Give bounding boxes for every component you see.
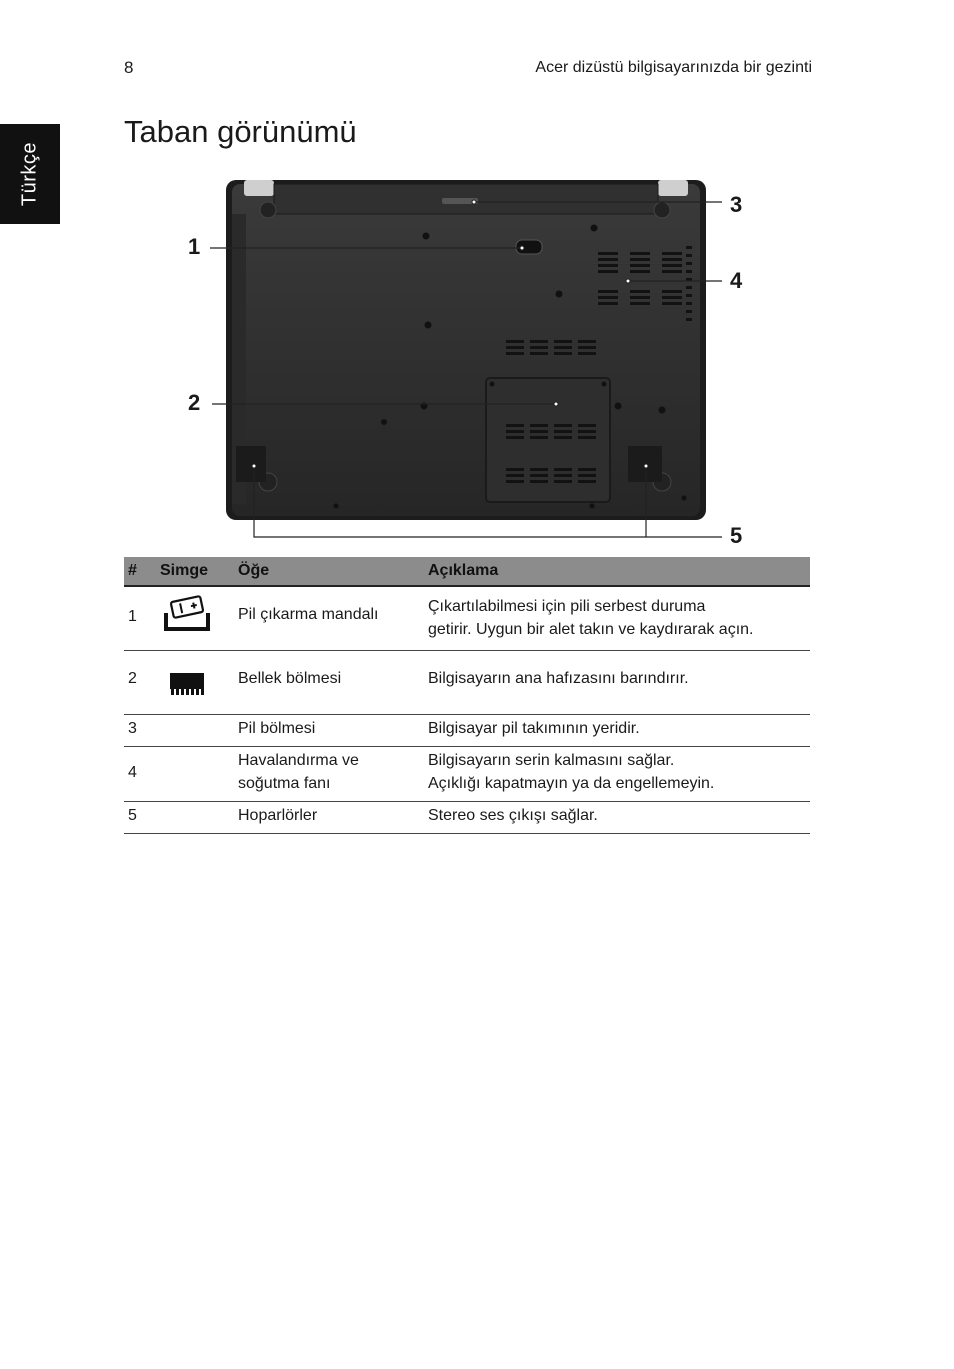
description-line: Stereo ses çıkışı sağlar. bbox=[428, 806, 598, 824]
table-row bbox=[124, 801, 810, 833]
callout-4: 4 bbox=[730, 268, 743, 293]
row-item bbox=[234, 746, 424, 801]
col-header-item: Öğe bbox=[234, 557, 424, 586]
left-speaker-grille bbox=[236, 446, 266, 482]
laptop-bottom-view-figure bbox=[124, 170, 810, 555]
col-header-icon: Simge bbox=[156, 557, 234, 586]
running-header: Acer dizüstü bilgisayarınızda bir gezinti bbox=[535, 59, 812, 76]
row-description bbox=[424, 714, 810, 746]
callout-5: 5 bbox=[730, 523, 743, 548]
table-header-row bbox=[124, 557, 810, 586]
row-number: 3 bbox=[124, 714, 156, 746]
callout-2: 2 bbox=[188, 390, 201, 415]
item-line: Havalandırma ve bbox=[238, 751, 359, 769]
description-line: getirir. Uygun bir alet takın ve kaydırarak açın. bbox=[428, 621, 754, 638]
page-title: Taban görünümü bbox=[124, 114, 357, 149]
row-icon bbox=[156, 714, 234, 746]
row-description bbox=[424, 586, 810, 650]
row-icon bbox=[156, 801, 234, 833]
row-description bbox=[424, 650, 810, 714]
row-item: Pil bölmesi bbox=[234, 714, 424, 746]
component-table bbox=[124, 557, 810, 834]
memory-module-icon bbox=[160, 684, 214, 701]
table-row bbox=[124, 650, 810, 714]
table-row bbox=[124, 746, 810, 801]
description-line: Bilgisayarın serin kalmasını sağlar. bbox=[428, 751, 675, 769]
table-row bbox=[124, 586, 810, 650]
laptop-bottom-illustration bbox=[124, 170, 810, 555]
row-description bbox=[424, 746, 810, 801]
description-line: Açıklığı kapatmayın ya da engellemeyin. bbox=[428, 774, 715, 792]
row-description bbox=[424, 801, 810, 833]
row-icon bbox=[156, 586, 234, 650]
row-item: Hoparlörler bbox=[234, 801, 424, 833]
battery-release-latch-icon bbox=[160, 622, 214, 639]
table-row bbox=[124, 714, 810, 746]
page-number: 8 bbox=[124, 58, 134, 77]
row-number: 4 bbox=[124, 746, 156, 801]
language-tab bbox=[0, 124, 60, 224]
row-number: 1 bbox=[124, 586, 156, 650]
description-line: Çıkartılabilmesi için pili serbest duruma bbox=[428, 598, 706, 615]
row-icon bbox=[156, 650, 234, 714]
description-line: Bilgisayarın ana hafızasını barındırır. bbox=[428, 669, 689, 687]
col-header-description: Açıklama bbox=[424, 557, 810, 586]
row-icon bbox=[156, 746, 234, 801]
language-tab-label: Türkçe bbox=[18, 141, 41, 207]
callout-3: 3 bbox=[730, 192, 743, 217]
row-item: Bellek bölmesi bbox=[234, 650, 424, 714]
memory-compartment-shape bbox=[486, 378, 610, 502]
description-line: Bilgisayar pil takımının yeridir. bbox=[428, 719, 640, 737]
item-line: soğutma fanı bbox=[238, 774, 331, 792]
callout-1: 1 bbox=[188, 234, 201, 259]
row-number: 2 bbox=[124, 650, 156, 714]
col-header-number: # bbox=[124, 557, 156, 586]
row-number: 5 bbox=[124, 801, 156, 833]
row-item: Pil çıkarma mandalı bbox=[234, 586, 424, 650]
